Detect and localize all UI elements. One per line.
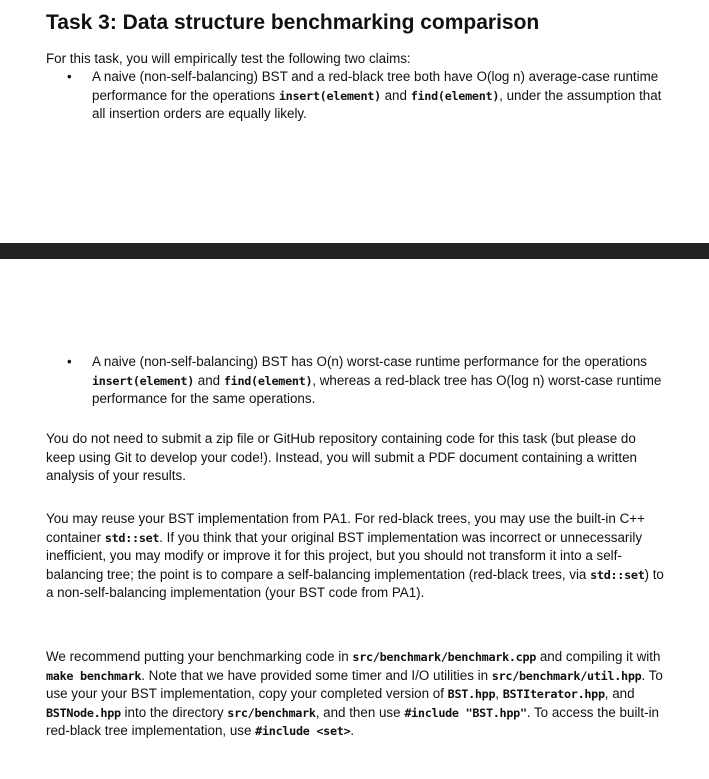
code-std-set: std::set — [104, 530, 160, 545]
code-find: find(element) — [410, 88, 500, 103]
code-benchmark-dir: src/benchmark — [227, 705, 316, 720]
code-include-set: #include <set> — [255, 724, 351, 739]
claim-worst-case-text: A naive (non-self-balancing) BST has O(n) worst-case runtime performance for the operations insert(element) and find(element), whereas a red-black tree has O(log n) worst-case runtime performance for the same operations. — [92, 354, 662, 407]
code-make-benchmark: make benchmark — [46, 668, 142, 683]
intro-paragraph: For this task, you will empirically test the following two claims: — [46, 51, 411, 66]
claim-average-case — [67, 68, 667, 124]
code-include-bst: #include "BST.hpp" — [404, 705, 527, 720]
code-std-set: std::set — [590, 567, 645, 582]
bullet-icon: • — [67, 69, 72, 84]
code-insert: insert(element) — [278, 88, 381, 103]
code-bstiterator-hpp: BSTIterator.hpp — [502, 687, 605, 702]
claim-average-case-text: A naive (non-self-balancing) BST and a red-black tree both have O(log n) average-case runtime performance for the operations insert(element) and find(element), under the assumption that all insertion orders are equally likely. — [92, 69, 662, 122]
recommend-paragraph: We recommend putting your benchmarking code in src/benchmark/benchmark.cpp and compiling it with make benchmark. Note that we have provided some timer and I/O utilities in src/benchmark/util.hpp. To use your your BST implementation, copy your completed version of BST.hpp, BSTIterator.hpp, and BSTNode.hpp into the directory src/benchmark, and then use #include "BST.hpp". To access the built-in red-black tree implementation, use #include <set>. — [46, 649, 663, 739]
code-insert: insert(element) — [92, 373, 195, 388]
claim-worst-case — [67, 353, 667, 409]
page-break — [0, 243, 709, 259]
code-util-hpp: src/benchmark/util.hpp — [491, 668, 642, 683]
bullet-icon: • — [67, 354, 72, 369]
task-title: Task 3: Data structure benchmarking comparison — [46, 11, 540, 34]
document-page-2 — [0, 259, 709, 779]
document-page-1 — [0, 0, 709, 243]
code-find: find(element) — [223, 373, 313, 388]
code-bst-hpp: BST.hpp — [447, 687, 496, 702]
submission-paragraph: You do not need to submit a zip file or GitHub repository containing code for this task (but please do keep using Git to develop your code!). Instead, you will submit a PDF document containing a written analysis of your results. — [46, 431, 637, 484]
reuse-paragraph: You may reuse your BST implementation from PA1. For red-black trees, you may use the built-in C++ container std::set. If you think that your original BST implementation was incorrect or unnecessarily inefficient, you may modify or improve it for this project, but you should not transform it into a self-balancing tree; the point is to compare a self-balancing implementation (red-black trees, via std::set) to a non-self-balancing implementation (your BST code from PA1). — [46, 511, 664, 601]
code-bstnode-hpp: BSTNode.hpp — [46, 705, 121, 720]
code-benchmark-cpp: src/benchmark/benchmark.cpp — [352, 650, 537, 664]
